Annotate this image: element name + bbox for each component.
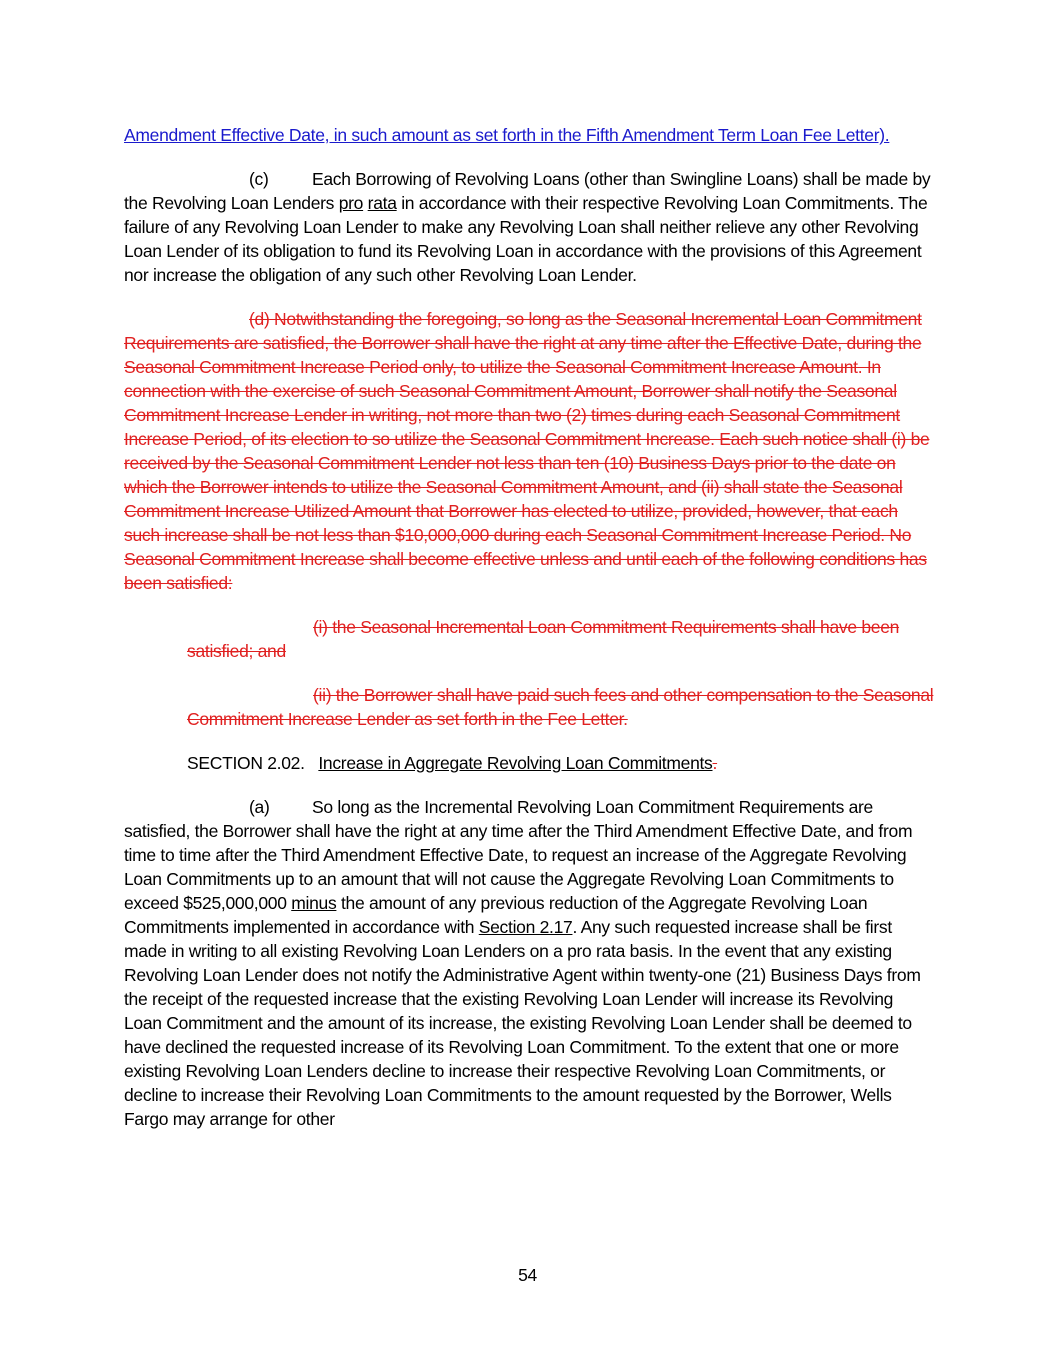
section-title: Increase in Aggregate Revolving Loan Commitments [318,753,713,773]
page-number: 54 [518,1265,537,1285]
paragraph-c-label: (c) [249,169,269,189]
paragraph-c-text-1: Each Borrowing of Revolving Loans (other than Swingline Loans) shall be made by the Revolving Loan Lenders [124,169,931,213]
deleted-period: . [712,753,718,773]
subparagraph-ii-deleted [124,683,934,731]
paragraph-d-deleted [124,307,934,595]
pro-term: pro [338,193,364,213]
section-heading [124,751,934,775]
paragraph-c [124,167,934,287]
paragraph-c-text-2: in accordance with their respective Revolving Loan Commitments. The failure of any Revolving Loan Lender to make any Revolving Loan shall neither relieve any other Revolving Loan Lender of its obligation to fund its Revolving Loan in accordance with the provisions of this Agreement nor increase the obligation of any such other Revolving Loan Lender. [124,193,928,285]
paragraph-a-text-3: . Any such requested increase shall be first made in writing to all existing Revolving Loan Lenders on a pro rata basis. In the event that any existing Revolving Loan Lender does not notify the Administrative Agent within twenty-one (21) Business Days from the receipt of the requested increase that the existing Revolving Loan Lender will increase its Revolving Loan Commitment and the amount of its increase, the existing Revolving Loan Lender shall be deemed to have declined the requested increase of its Revolving Loan Commitment. To the extent that one or more existing Revolving Loan Lenders decline to increase their respective Revolving Loan Commitments, or decline to increase their Revolving Loan Commitments to the amount requested by the Borrower, Wells Fargo may arrange for other [124,917,921,1129]
section-number: SECTION 2.02. [187,753,305,773]
inserted-text-paragraph [124,123,934,147]
deleted-text-ii: (ii) the Borrower shall have paid such fees and other compensation to the Seasonal Commitment Increase Lender as set forth in the Fee Letter. [187,685,934,729]
minus-term: minus [291,893,337,913]
deleted-text-i: (i) the Seasonal Incremental Loan Commitment Requirements shall have been satisfied; and [187,617,900,661]
paragraph-a-text-2: the amount of any previous reduction of the Aggregate Revolving Loan Commitments implemented in accordance with [124,893,868,937]
section-2-17-link[interactable]: Section 2.17 [478,917,573,937]
subparagraph-i-deleted [124,615,934,663]
document-page [124,123,934,1151]
paragraph-a [124,795,934,1131]
deleted-text-d: (d) Notwithstanding the foregoing, so long as the Seasonal Incremental Loan Commitment Requirements are satisfied, the Borrower shall have the right at any time after the Effective Date, during the Seasonal Commitment Increase Period only, to utilize the Seasonal Commitment Increase Amount. In connection with the exercise of such Seasonal Commitment Amount, Borrower shall notify the Seasonal Commitment Increase Lender in writing, not more than two (2) times during each Seasonal Commitment Increase Period, of its election to so utilize the Seasonal Commitment Increase. Each such notice shall (i) be received by the Seasonal Commitment Lender not less than ten (10) Business Days prior to the date on which the Borrower intends to utilize the Seasonal Commitment Amount, and (ii) shall state the Seasonal Commitment Increase Utilized Amount that Borrower has elected to utilize, provided, however, that each such increase shall be not less than $10,000,000 during each Seasonal Commitment Increase Period. No Seasonal Commitment Increase shall become effective unless and until each of the following conditions has been satisfied: [124,309,930,593]
inserted-text: Amendment Effective Date, in such amount as set forth in the Fifth Amendment Term Loan Fee Letter). [124,125,890,145]
paragraph-a-label: (a) [249,797,270,817]
rata-term: rata [367,193,397,213]
paragraph-a-text-1: So long as the Incremental Revolving Loan Commitment Requirements are satisfied, the Borrower shall have the right at any time after the Third Amendment Effective Date, and from time to time after the Third Amendment Effective Date, to request an increase of the Aggregate Revolving Loan Commitments up to an amount that will not cause the Aggregate Revolving Loan Commitments to exceed $525,000,000 [124,797,913,913]
